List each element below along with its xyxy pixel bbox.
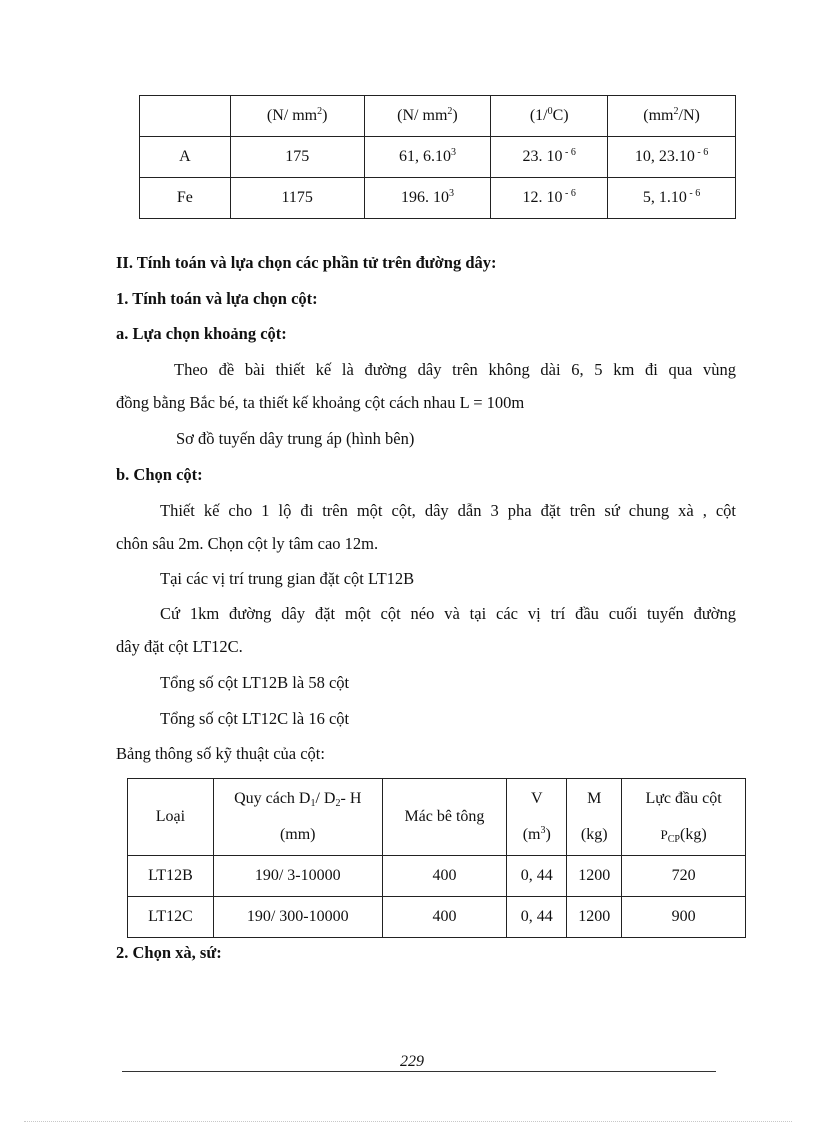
section-heading: II. Tính toán và lựa chọn các phần tử trên đường dây: — [116, 253, 497, 272]
subsection-heading: 2. Chọn xà, sứ: — [116, 943, 222, 962]
paragraph-line: Sơ đồ tuyến dây trung áp (hình bên) — [176, 429, 415, 448]
table-cell: 0, 44 — [507, 856, 567, 897]
table-cell: M (kg) — [567, 779, 622, 856]
material-properties-table — [139, 95, 736, 219]
table-cell: Quy cách $D_1/$ $D_2-$ H (mm) — [213, 779, 382, 856]
table-cell: A — [140, 137, 231, 178]
table-cell: 190/ 3-10000 — [213, 856, 382, 897]
subsection-heading: b. Chọn cột: — [116, 465, 203, 484]
table-header-row — [140, 96, 736, 137]
table-cell: 400 — [382, 897, 507, 938]
table-cell: LT12B — [128, 856, 214, 897]
table-cell: Loại — [128, 779, 214, 856]
table-cell: LT12C — [128, 897, 214, 938]
table-cell: 190/ 300-10000 — [213, 897, 382, 938]
table-row — [128, 856, 746, 897]
table-cell: 196. $10^3$ — [364, 178, 491, 219]
table-cell: Fe — [140, 178, 231, 219]
table-cell: (1/$^0$C) — [491, 96, 608, 137]
page-bottom-border — [24, 1121, 792, 1122]
table-row — [128, 897, 746, 938]
table-cell: 5, 1.10 $^{- 6}$ — [608, 178, 736, 219]
paragraph-line: Thiết kế cho 1 lộ đi trên một cột, dây dẫn 3 pha đặt trên sứ chung xà , cột — [160, 501, 736, 520]
table-cell: (N/ $mm^2$) — [364, 96, 491, 137]
table-row — [140, 137, 736, 178]
table-cell: V $(m^3)$ — [507, 779, 567, 856]
table-cell: 1200 — [567, 856, 622, 897]
paragraph-line: dây đặt cột LT12C. — [116, 637, 243, 656]
table-row — [140, 178, 736, 219]
table-cell: Lực đầu cột $P_{CP}(kg)$ — [622, 779, 746, 856]
table-cell: 900 — [622, 897, 746, 938]
table-cell: 10, 23.10 $^{- 6}$ — [608, 137, 736, 178]
paragraph-line: Theo đề bài thiết kế là đường dây trên không dài 6, 5 km đi qua vùng — [174, 360, 736, 379]
subsection-heading: a. Lựa chọn khoảng cột: — [116, 324, 287, 343]
table-cell: 23. 10 $^{- 6}$ — [491, 137, 608, 178]
table-cell — [140, 96, 231, 137]
table-cell: 175 — [230, 137, 364, 178]
paragraph-line: Tổng số cột LT12B là 58 cột — [160, 673, 350, 692]
table-header-row — [128, 779, 746, 856]
table-cell: 400 — [382, 856, 507, 897]
table-caption: Bảng thông số kỹ thuật của cột: — [116, 744, 325, 763]
table-cell: $(mm^2/N)$ — [608, 96, 736, 137]
table-cell: 0, 44 — [507, 897, 567, 938]
table-cell: 12. 10 $^{- 6}$ — [491, 178, 608, 219]
table-cell: (N/ $mm^2$) — [230, 96, 364, 137]
table-cell: Mác bê tông — [382, 779, 507, 856]
paragraph-line: Tại các vị trí trung gian đặt cột LT12B — [160, 569, 415, 588]
subsection-heading: 1. Tính toán và lựa chọn cột: — [116, 289, 318, 308]
paragraph-line: chôn sâu 2m. Chọn cột ly tâm cao 12m. — [116, 534, 379, 553]
footer-divider — [122, 1071, 716, 1072]
table-cell: 1175 — [230, 178, 364, 219]
paragraph-line: Cứ 1km đường dây đặt một cột néo và tại các vị trí đầu cuối tuyến đường — [160, 604, 736, 623]
paragraph-line: đồng bằng Bắc bé, ta thiết kế khoảng cột cách nhau L = 100m — [116, 393, 525, 412]
table-cell: 720 — [622, 856, 746, 897]
paragraph-line: Tổng số cột LT12C là 16 cột — [160, 709, 350, 728]
table-cell: 1200 — [567, 897, 622, 938]
page-number: 229 — [400, 1053, 424, 1070]
table-cell: 61, 6.10$^3$ — [364, 137, 491, 178]
pole-specifications-table — [127, 778, 746, 938]
